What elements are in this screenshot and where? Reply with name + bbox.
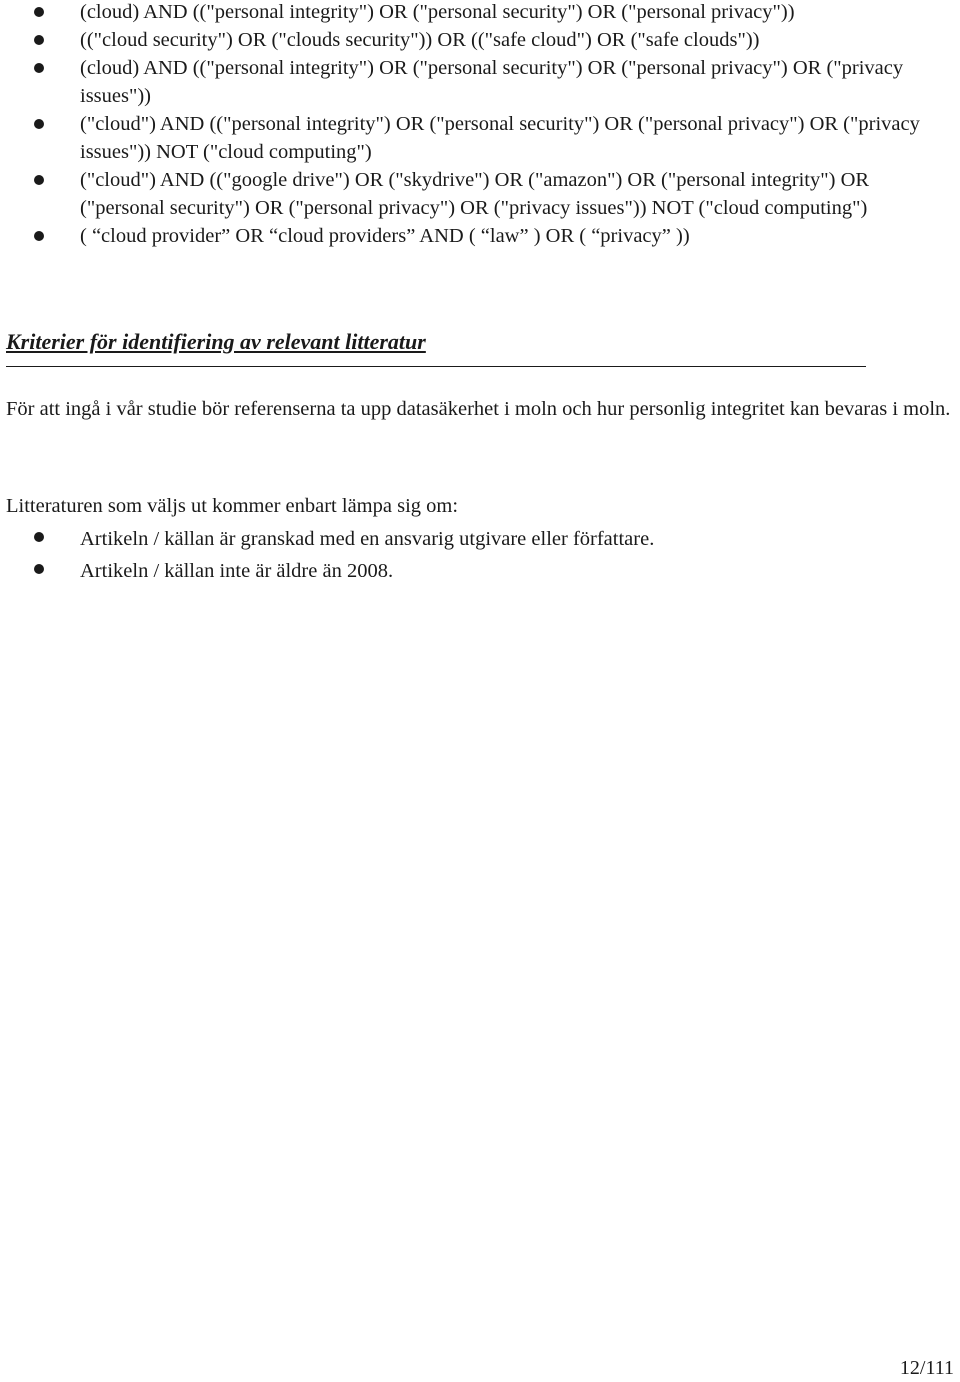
criteria-list <box>0 523 958 587</box>
bullet-icon <box>34 63 44 73</box>
section-heading: Kriterier för identifiering av relevant litteratur <box>6 329 426 354</box>
search-query-item <box>0 222 958 250</box>
section-paragraph-criteria-intro: Litteraturen som väljs ut kommer enbart lämpa sig om: <box>6 495 459 517</box>
search-query-item <box>0 166 958 222</box>
search-query-text: ("cloud") AND (("personal integrity") OR ("personal security") OR ("personal privacy") OR ("privacy issues")) NOT ("cloud computing") <box>80 113 920 163</box>
criteria-item <box>0 555 958 587</box>
bullet-icon <box>34 35 44 45</box>
search-query-text: ( “cloud provider” OR “cloud providers” AND ( “law” ) OR ( “privacy” )) <box>80 225 690 247</box>
search-query-item <box>0 0 958 26</box>
page-number: 12/111 <box>899 1357 954 1379</box>
bullet-icon <box>34 532 44 542</box>
search-query-item <box>0 54 958 110</box>
criteria-text: Artikeln / källan är granskad med en ansvarig utgivare eller författare. <box>80 528 655 550</box>
criteria-text: Artikeln / källan inte är äldre än 2008. <box>80 560 394 582</box>
search-query-text: (("cloud security") OR ("clouds security")) OR (("safe cloud") OR ("safe clouds")) <box>80 29 760 51</box>
search-query-item <box>0 110 958 166</box>
search-query-text: (cloud) AND (("personal integrity") OR ("personal security") OR ("personal privacy") OR ("privacy issues")) <box>80 57 904 107</box>
search-query-item <box>0 26 958 54</box>
section-paragraph-scope: För att ingå i vår studie bör referenserna ta upp datasäkerhet i moln och hur personlig integritet kan bevaras i moln. <box>6 398 951 420</box>
bullet-icon <box>34 175 44 185</box>
search-query-list <box>0 0 958 250</box>
bullet-icon <box>34 119 44 129</box>
bullet-icon <box>34 564 44 574</box>
search-query-text: ("cloud") AND (("google drive") OR ("skydrive") OR ("amazon") OR ("personal integrity") OR ("personal security") OR ("personal privacy") OR ("privacy issues")) NOT ("cloud computing") <box>80 169 870 219</box>
criteria-item <box>0 523 958 555</box>
section-heading-block <box>6 326 866 367</box>
bullet-icon <box>34 231 44 241</box>
bullet-icon <box>34 7 44 17</box>
search-query-text: (cloud) AND (("personal integrity") OR ("personal security") OR ("personal privacy")) <box>80 1 795 23</box>
